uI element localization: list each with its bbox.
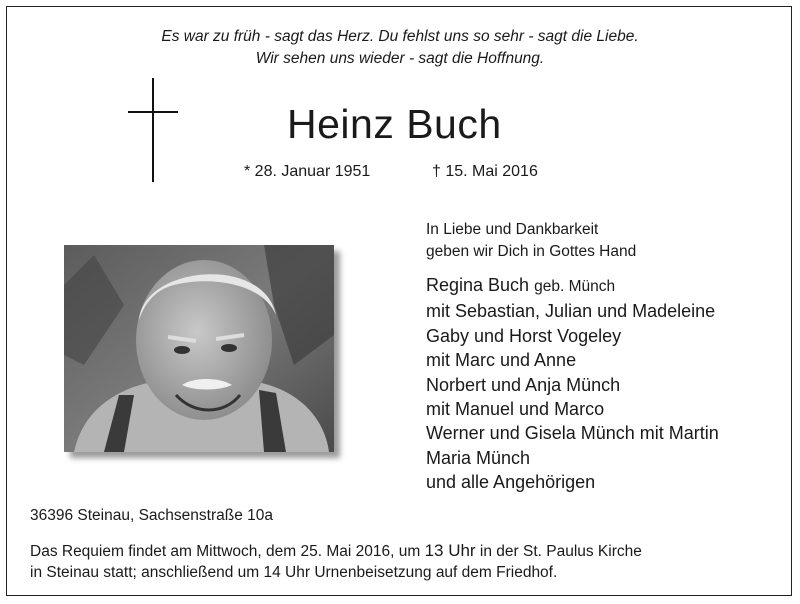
notice-part-1: Das Requiem findet am Mittwoch, dem 25. Mai 2016, um — [30, 543, 425, 560]
family-line-1-name: Regina Buch — [426, 275, 530, 295]
notice-part-2: in der St. Paulus Kirche — [475, 543, 642, 560]
death-date: † 15. Mai 2016 — [432, 163, 538, 180]
family-line: Maria Münch — [426, 447, 531, 468]
family-line: Norbert und Anja Münch — [426, 374, 621, 395]
motto — [0, 26, 800, 70]
gratitude-text — [426, 219, 636, 263]
family-line: und alle Angehörigen — [426, 472, 596, 493]
motto-line-2: Wir sehen uns wieder - sagt die Hoffnung. — [255, 50, 545, 67]
family-line: mit Manuel und Marco — [426, 399, 605, 420]
requiem-notice — [30, 540, 642, 583]
notice-time: 13 Uhr — [424, 541, 476, 560]
notice-line-2: in Steinau statt; anschließend um 14 Uhr Urnenbeisetzung auf dem Friedhof. — [30, 564, 558, 581]
family-line: Werner und Gisela Münch mit Martin — [426, 423, 719, 444]
portrait-photo — [64, 245, 334, 452]
family-line: mit Marc und Anne — [426, 350, 577, 371]
cross-icon — [128, 78, 178, 182]
family-line-1-suffix: geb. Münch — [534, 278, 616, 295]
family-line-1 — [426, 273, 719, 299]
family-line: Gaby und Horst Vogeley — [426, 325, 622, 346]
deceased-name: Heinz Buch — [287, 101, 502, 147]
notice-line-1 — [30, 540, 642, 562]
motto-line-1: Es war zu früh - sagt das Herz. Du fehlst uns so sehr - sagt die Liebe. — [161, 28, 639, 45]
family-list — [426, 273, 719, 495]
gratitude-line-2: geben wir Dich in Gottes Hand — [426, 243, 637, 260]
portrait-image — [64, 245, 334, 452]
address: 36396 Steinau, Sachsenstraße 10a — [30, 507, 274, 524]
family-line: mit Sebastian, Julian und Madeleine — [426, 301, 716, 322]
birth-date: * 28. Januar 1951 — [244, 163, 371, 180]
gratitude-line-1: In Liebe und Dankbarkeit — [426, 221, 599, 238]
